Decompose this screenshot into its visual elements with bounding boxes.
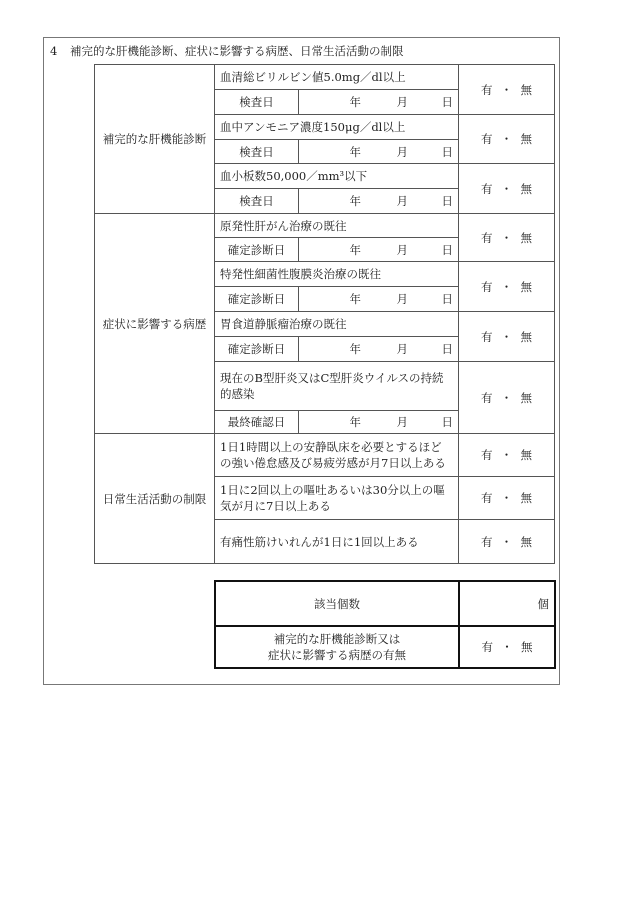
presence-row: [215, 626, 555, 668]
yes-no-choice[interactable]: [459, 65, 555, 115]
item-text: 血中アンモニア濃度150μg／dl以上: [215, 115, 459, 140]
section-heading: [50, 43, 404, 59]
choice-yes[interactable]: 有: [481, 390, 493, 405]
choice-yes[interactable]: 有: [481, 534, 493, 549]
choice-no[interactable]: 無: [521, 640, 533, 654]
month-unit: 月: [396, 95, 408, 109]
choice-separator: ・: [500, 181, 513, 196]
choice-yes[interactable]: 有: [481, 329, 493, 344]
date-label: 最終確認日: [215, 411, 299, 434]
count-field[interactable]: [459, 581, 555, 626]
day-unit: 日: [441, 415, 453, 429]
day-unit: 日: [441, 292, 453, 306]
count-unit: 個: [537, 596, 549, 611]
item-text: 1日に2回以上の嘔吐あるいは30分以上の嘔気が月に7日以上ある: [215, 477, 459, 520]
category-label: 補完的な肝機能診断: [95, 65, 215, 214]
date-label: 検査日: [215, 140, 299, 164]
presence-label: [215, 626, 459, 668]
choice-no[interactable]: 無: [520, 132, 532, 146]
yes-no-choice[interactable]: [459, 214, 555, 262]
day-unit: 日: [441, 342, 453, 356]
month-unit: 月: [396, 342, 408, 356]
choice-no[interactable]: 無: [520, 534, 532, 549]
date-label: 検査日: [215, 189, 299, 214]
date-field[interactable]: [299, 287, 459, 312]
month-unit: 月: [396, 242, 408, 257]
presence-choice[interactable]: [459, 626, 555, 668]
day-unit: 日: [441, 144, 453, 159]
date-field[interactable]: [299, 90, 459, 115]
choice-yes[interactable]: 有: [481, 491, 493, 505]
choice-no[interactable]: 無: [520, 329, 532, 344]
category-label: 日常生活活動の制限: [95, 434, 215, 564]
item-text: 1日1時間以上の安静臥床を必要とするほどの強い倦怠感及び易疲労感が月7日以上ある: [215, 434, 459, 477]
choice-yes[interactable]: 有: [481, 448, 493, 462]
year-unit: 年: [349, 342, 361, 356]
item-text: 特発性細菌性腹膜炎治療の既往: [215, 262, 459, 287]
presence-label-line1: 補完的な肝機能診断又は: [273, 632, 401, 646]
yes-no-choice[interactable]: [459, 477, 555, 520]
month-unit: 月: [396, 292, 408, 306]
item-text: 血小板数50,000／mm³以下: [215, 164, 459, 189]
section-title: 補完的な肝機能診断、症状に影響する病歴、日常生活活動の制限: [70, 44, 404, 58]
choice-no[interactable]: 無: [520, 390, 532, 405]
date-field[interactable]: [299, 337, 459, 362]
date-field[interactable]: [299, 238, 459, 262]
choice-yes[interactable]: 有: [481, 82, 493, 97]
yes-no-choice[interactable]: [459, 312, 555, 362]
item-row: [95, 214, 555, 238]
year-unit: 年: [349, 242, 361, 257]
item-text: 血清総ビリルビン値5.0mg／dl以上: [215, 65, 459, 90]
date-label: 確定診断日: [215, 337, 299, 362]
item-text: 有痛性筋けいれんが1日に1回以上ある: [215, 520, 459, 564]
month-unit: 月: [396, 144, 408, 159]
item-text: 現在のB型肝炎又はC型肝炎ウイルスの持続的感染: [215, 362, 459, 411]
item-text: 胃食道静脈瘤治療の既往: [215, 312, 459, 337]
choice-separator: ・: [500, 82, 513, 97]
choice-no[interactable]: 無: [520, 181, 532, 196]
choice-no[interactable]: 無: [520, 230, 532, 245]
date-label: 確定診断日: [215, 238, 299, 262]
choice-separator: ・: [500, 491, 513, 505]
yes-no-choice[interactable]: [459, 434, 555, 477]
day-unit: 日: [441, 194, 453, 208]
date-label: 確定診断日: [215, 287, 299, 312]
choice-separator: ・: [500, 534, 513, 549]
choice-separator: ・: [500, 448, 513, 462]
choice-yes[interactable]: 有: [481, 132, 493, 146]
yes-no-choice[interactable]: [459, 115, 555, 164]
choice-separator: ・: [500, 132, 513, 146]
section-number: 4: [50, 44, 58, 58]
choice-no[interactable]: 無: [520, 491, 532, 505]
year-unit: 年: [349, 144, 361, 159]
choice-yes[interactable]: 有: [481, 640, 493, 654]
choice-yes[interactable]: 有: [481, 181, 493, 196]
year-unit: 年: [349, 194, 361, 208]
date-field[interactable]: [299, 189, 459, 214]
assessment-table: [94, 64, 555, 564]
choice-no[interactable]: 無: [520, 279, 532, 294]
item-row: [95, 434, 555, 477]
presence-label-line2: 症状に影響する病歴の有無: [268, 648, 406, 662]
category-label: 症状に影響する病歴: [95, 214, 215, 434]
day-unit: 日: [441, 95, 453, 109]
yes-no-choice[interactable]: [459, 262, 555, 312]
choice-separator: ・: [500, 230, 513, 245]
day-unit: 日: [441, 242, 453, 257]
choice-separator: ・: [500, 279, 513, 294]
yes-no-choice[interactable]: [459, 362, 555, 434]
item-row: [95, 65, 555, 90]
yes-no-choice[interactable]: [459, 164, 555, 214]
month-unit: 月: [396, 194, 408, 208]
month-unit: 月: [396, 415, 408, 429]
choice-yes[interactable]: 有: [481, 230, 493, 245]
summary-table: [214, 580, 556, 669]
item-text: 原発性肝がん治療の既往: [215, 214, 459, 238]
choice-separator: ・: [500, 390, 513, 405]
year-unit: 年: [349, 292, 361, 306]
year-unit: 年: [349, 415, 361, 429]
choice-no[interactable]: 無: [520, 82, 532, 97]
choice-separator: ・: [501, 640, 513, 654]
date-field[interactable]: [299, 140, 459, 164]
date-label: 検査日: [215, 90, 299, 115]
yes-no-choice[interactable]: [459, 520, 555, 564]
choice-yes[interactable]: 有: [481, 279, 493, 294]
count-label: 該当個数: [215, 581, 459, 626]
date-field[interactable]: [299, 411, 459, 434]
choice-no[interactable]: 無: [520, 448, 532, 462]
year-unit: 年: [349, 95, 361, 109]
choice-separator: ・: [500, 329, 513, 344]
count-row: [215, 581, 555, 626]
